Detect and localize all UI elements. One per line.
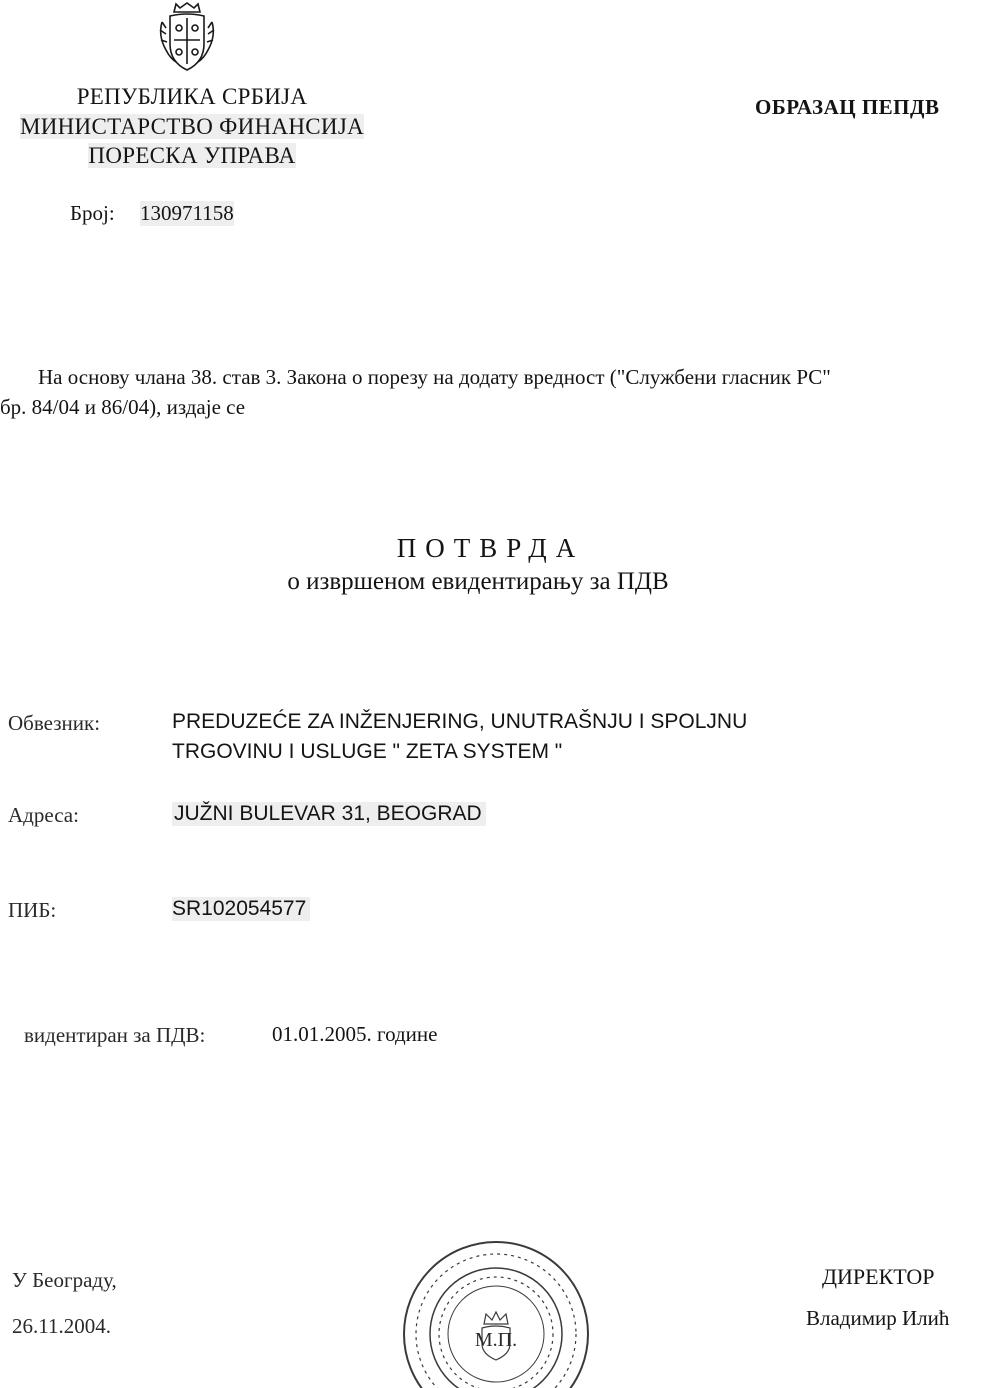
director-name: Владимир Илић — [806, 1306, 950, 1330]
address-value: JUŽNI BULEVAR 31, BEOGRAD — [172, 802, 486, 826]
institution-line-republic: РЕПУБЛИКА СРБИЈА — [76, 84, 308, 109]
address-label: Адреса: — [8, 803, 79, 827]
tax-id-value: SR102054577 — [172, 897, 310, 921]
official-seal-icon — [398, 1236, 594, 1388]
institution-line-tax-office: ПОРЕСКА УПРАВА — [88, 143, 296, 168]
legal-basis-line-2: бр. 84/04 и 86/04), издаје се — [0, 395, 246, 419]
document-subtitle: о извршеном евидентирању за ПДВ — [287, 568, 669, 595]
registered-date-value: 01.01.2005. године — [272, 1022, 438, 1046]
form-code: ОБРАЗАЦ ПЕПДВ — [755, 95, 940, 119]
institution-line-ministry: МИНИСТАРСТВО ФИНАНСИЈА — [19, 114, 365, 139]
taxpayer-value-line-1: PREDUZEĆE ZA INŽENJERING, UNUTRAŠNJU I SPOLJNU — [172, 710, 748, 733]
number-value: 130971158 — [140, 201, 234, 225]
taxpayer-value-line-2: TRGOVINU I USLUGE " ZETA SYSTEM " — [172, 740, 563, 763]
taxpayer-label: Обвезник: — [8, 711, 101, 735]
tax-id-label: ПИБ: — [8, 898, 57, 922]
registered-label: видентиран за ПДВ: — [24, 1023, 206, 1047]
document-title: ПОТВРДА — [396, 533, 585, 563]
number-label: Број: — [70, 201, 115, 225]
place-of-issue: У Београду, — [12, 1268, 117, 1292]
coat-of-arms-icon — [156, 0, 218, 74]
legal-basis-line-1: На основу члана 38. став 3. Закона о порезу на додату вредност ("Службени гласник РС" — [38, 365, 831, 389]
issue-date: 26.11.2004. — [12, 1314, 111, 1338]
director-title: ДИРЕКТОР — [822, 1264, 935, 1289]
seal-text: М.П. — [474, 1329, 518, 1351]
